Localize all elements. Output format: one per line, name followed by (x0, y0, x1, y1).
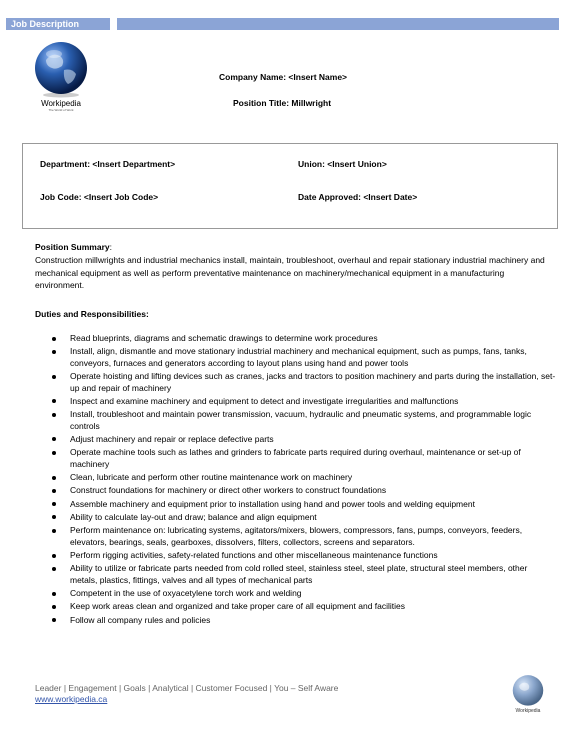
duty-item (0, 409, 578, 432)
duty-text: Ability to utilize or fabricate parts needed from cold rolled steel, stainless steel, steel plate, structural steel members, other metals, plastics, fittings, valves and all types of mechanical parts (70, 563, 528, 585)
duty-text: Install, troubleshoot and maintain power transmission, vacuum, hydraulic and pneumatic systems, and programmable logic controls (70, 409, 532, 431)
duty-item (0, 346, 578, 369)
duty-text: Construct foundations for machinery or direct other workers to construct foundations (70, 485, 387, 496)
department-field: Department: <Insert Department> (40, 159, 176, 169)
union-field: Union: <Insert Union> (298, 159, 387, 169)
globe-icon (32, 40, 90, 98)
footer-values: Leader | Engagement | Goals | Analytical | Customer Focused | You – Self Aware (35, 683, 339, 693)
duties-list (0, 333, 578, 628)
position-summary-text: Construction millwrights and industrial mechanics install, maintain, troubleshoot, overhaul and repair stationary industrial machinery and mechanical equipment as well as perform preventative maintenance on machinery/mechanical equipment in a manufacturing environment. (35, 255, 545, 290)
footer-logo-brand: Workipedia (515, 708, 541, 714)
footer-website-link[interactable]: www.workipedia.ca (35, 694, 108, 704)
bullet-icon (52, 529, 56, 533)
bullet-icon (52, 502, 56, 506)
bullet-icon (52, 413, 56, 417)
summary-heading-text: Position Summary (35, 242, 110, 252)
duty-item (0, 333, 578, 345)
footer-logo (510, 674, 546, 714)
duty-text: Competent in the use of oxyacetylene torch work and welding (70, 588, 302, 599)
bullet-icon (52, 515, 56, 519)
duty-item (0, 588, 578, 600)
bullet-icon (52, 489, 56, 493)
section-tab-label: Job Description (11, 19, 80, 29)
bullet-icon (52, 337, 56, 341)
bullet-icon (52, 451, 56, 455)
duty-item (0, 396, 578, 408)
duty-text: Assemble machinery and equipment prior to installation using hand and power tools and welding equipment (70, 498, 475, 509)
duty-text: Operate hoisting and lifting devices such as cranes, jacks and tractors to position machinery and parts during the installation, set-up and repair of machinery (70, 371, 556, 393)
header-bar (117, 18, 559, 30)
duty-item (0, 434, 578, 446)
duty-item (0, 512, 578, 524)
summary-heading-colon: : (109, 242, 113, 252)
duty-text: Adjust machinery and repair or replace defective parts (70, 433, 274, 444)
bullet-icon (52, 476, 56, 480)
bullet-icon (52, 567, 56, 571)
duty-text: Perform maintenance on: lubricating systems, agitators/mixers, blowers, compressors, fans, pumps, conveyors, feeders, elevators, bearings, seals, gearboxes, dissolvers, filters, collectors, screens and separators. (70, 525, 523, 547)
bullet-icon (52, 350, 56, 354)
duty-item (0, 499, 578, 511)
duty-text: Install, align, dismantle and move stationary industrial machinery and mechanical equipment, such as pumps, fans, tanks, conveyors, furnaces and generators according to layout plans using hand and power tools (70, 346, 527, 368)
job-code-field: Job Code: <Insert Job Code> (40, 192, 159, 202)
bullet-icon (52, 605, 56, 609)
duty-item (0, 485, 578, 497)
duty-text: Clean, lubricate and perform other routine maintenance work on machinery (70, 472, 353, 483)
duty-item (0, 563, 578, 586)
bullet-icon (52, 375, 56, 379)
job-info-box (22, 143, 558, 229)
duty-item (0, 472, 578, 484)
duty-item (0, 525, 578, 548)
duty-item (0, 550, 578, 562)
duty-item (0, 615, 578, 627)
bullet-icon (52, 554, 56, 558)
company-name: Company Name: <Insert Name> (219, 72, 348, 82)
footer-globe-icon (511, 674, 545, 708)
duty-text: Follow all company rules and policies (70, 614, 211, 625)
duty-text: Keep work areas clean and organized and take proper care of all equipment and facilities (70, 601, 406, 612)
duty-text: Ability to calculate lay-out and draw; balance and align equipment (70, 511, 317, 522)
logo-brand-text: Workipedia (41, 99, 81, 108)
date-approved-field: Date Approved: <Insert Date> (298, 192, 418, 202)
logo-tagline: The World of Work (48, 108, 74, 112)
duty-text: Operate machine tools such as lathes and grinders to fabricate parts required during overhaul, maintenance or set-up of machinery (70, 447, 521, 469)
duty-text: Perform rigging activities, safety-related functions and other miscellaneous maintenance functions (70, 550, 438, 561)
duty-text: Inspect and examine machinery and equipment to detect and investigate irregularities and malfunctions (70, 395, 459, 406)
position-title: Position Title: Millwright (233, 98, 332, 108)
duty-item (0, 601, 578, 613)
bullet-icon (52, 618, 56, 622)
duty-item (0, 371, 578, 394)
bullet-icon (52, 592, 56, 596)
duty-item (0, 447, 578, 470)
duties-heading: Duties and Responsibilities: (35, 309, 149, 319)
duty-text: Read blueprints, diagrams and schematic drawings to determine work procedures (70, 333, 378, 343)
bullet-icon (52, 399, 56, 403)
bullet-icon (52, 437, 56, 441)
section-tab (6, 18, 110, 30)
workipedia-logo (30, 40, 92, 112)
position-summary-heading (35, 242, 112, 252)
